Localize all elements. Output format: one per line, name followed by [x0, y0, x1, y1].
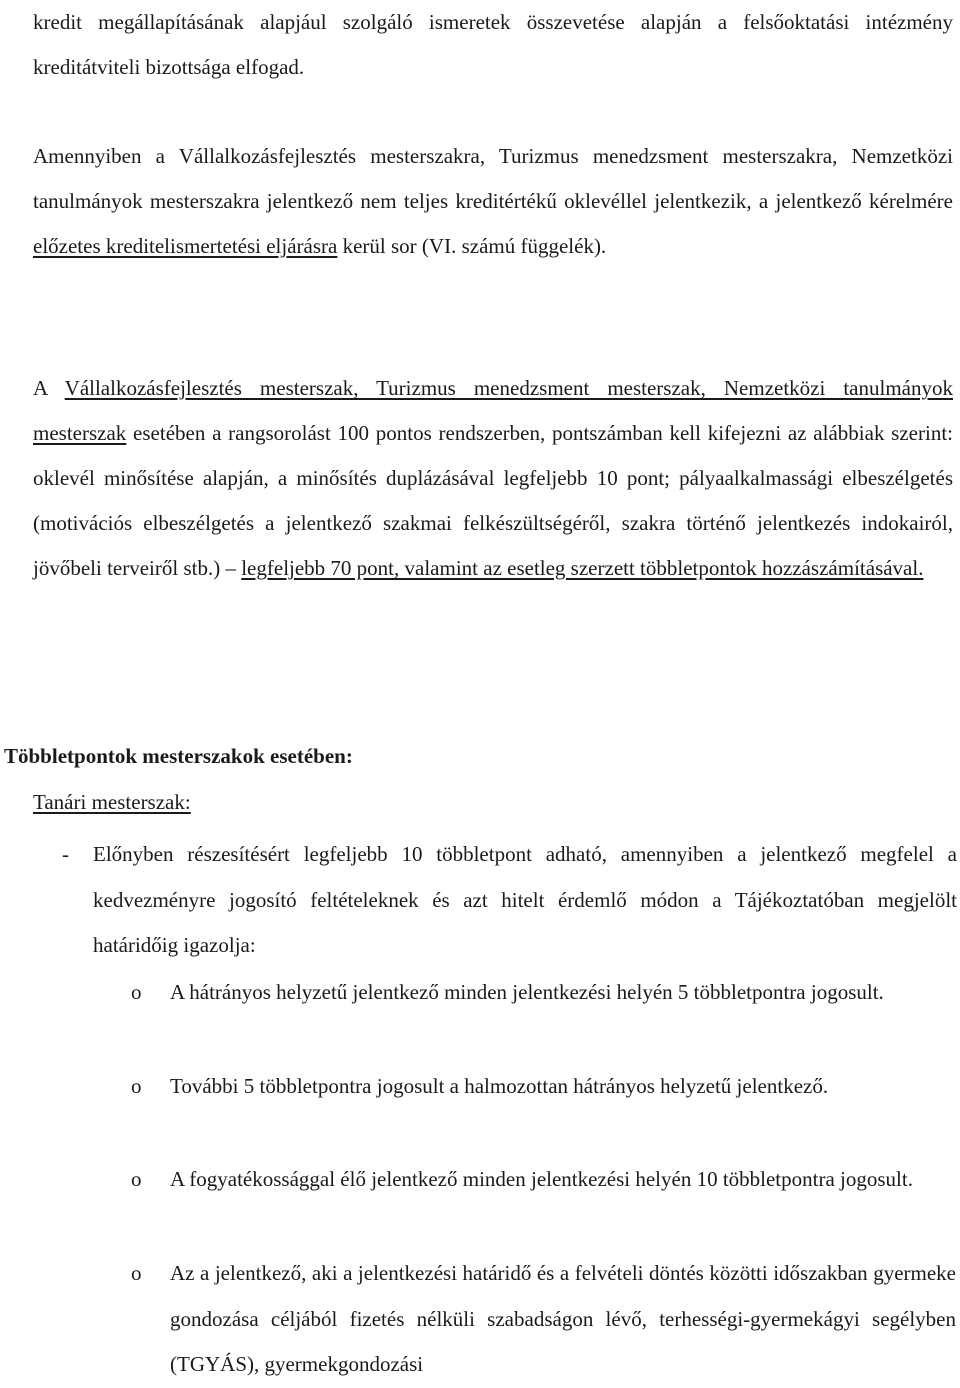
sublist-marker: o [131, 980, 142, 1004]
sublist-item: A hátrányos helyzetű jelentkező minden jelentkezési helyén 5 többletpontra jogosult. [170, 980, 884, 1004]
paragraph-text: esetében a rangsorolást 100 pontos rendszerben, pontszámban kell kifejezni az alábbiak szerint: oklevél minősítése alapján, a minősítés duplázásával legfeljebb 10 pont; pályaalkalmassági elbeszélgetés (motivációs elbeszélgetés a jelentkező szakmai felkészültségéről, szakra történő jelentkezés indokairól, jövőbeli terveiről stb.) – [33, 421, 953, 580]
paragraph-text: kerül sor (VI. számú függelék). [337, 234, 607, 258]
sublist-item: Az a jelentkező, aki a jelentkezési határidő és a felvételi döntés közötti időszakban gyermeke gondozása céljából fizetés nélküli szabadságon lévő, terhességi-gyermekágyi segélyben (TGYÁS), gyermekgondozási [170, 1261, 956, 1376]
list-dash-marker: - [62, 842, 69, 866]
underlined-programs: Vállalkozásfejlesztés mesterszak, Turizmus menedzsment mesterszak, Nemzetközi tanulmányok mesterszak [33, 376, 953, 445]
sublist-marker: o [131, 1261, 142, 1285]
underlined-points: legfeljebb 70 pont, valamint az esetleg szerzett többletpontok hozzászámításával. [241, 556, 924, 580]
list-item-preference: Előnyben részesítésért legfeljebb 10 többletpont adható, amennyiben a jelentkező megfelel a kedvezményre jogosító feltételeknek és azt hitelt érdemlő módon a Tájékoztatóban megjelölt határidőig igazolja: [93, 842, 957, 957]
paragraph-text: Amennyiben a Vállalkozásfejlesztés mesterszakra, Turizmus menedzsment mesterszakra, Nemzetközi tanulmányok mesterszakra jelentkező nem teljes kreditértékű oklevéllel jelentkezik, a jelentkező kérelmére [33, 144, 953, 213]
section-heading: Többletpontok mesterszakok esetében: [4, 744, 353, 768]
sublist-marker: o [131, 1074, 142, 1098]
paragraph-ranking [33, 366, 953, 591]
sublist-item: A fogyatékossággal élő jelentkező minden jelentkezési helyén 10 többletpontra jogosult. [170, 1167, 913, 1191]
sublist-marker: o [131, 1167, 142, 1191]
credit-recognition-link[interactable]: előzetes kreditelismertetési eljárásra [33, 234, 338, 258]
paragraph-master-application [33, 134, 953, 269]
section-subheading: Tanári mesterszak: [33, 790, 191, 814]
sublist-item: További 5 többletpontra jogosult a halmozottan hátrányos helyzetű jelentkező. [170, 1074, 829, 1098]
paragraph-credit-recognition: kredit megállapításának alapjául szolgáló ismeretek összevetése alapján a felsőoktatási intézmény kreditátviteli bizottsága elfogad. [33, 10, 953, 79]
paragraph-text: A [33, 376, 65, 400]
